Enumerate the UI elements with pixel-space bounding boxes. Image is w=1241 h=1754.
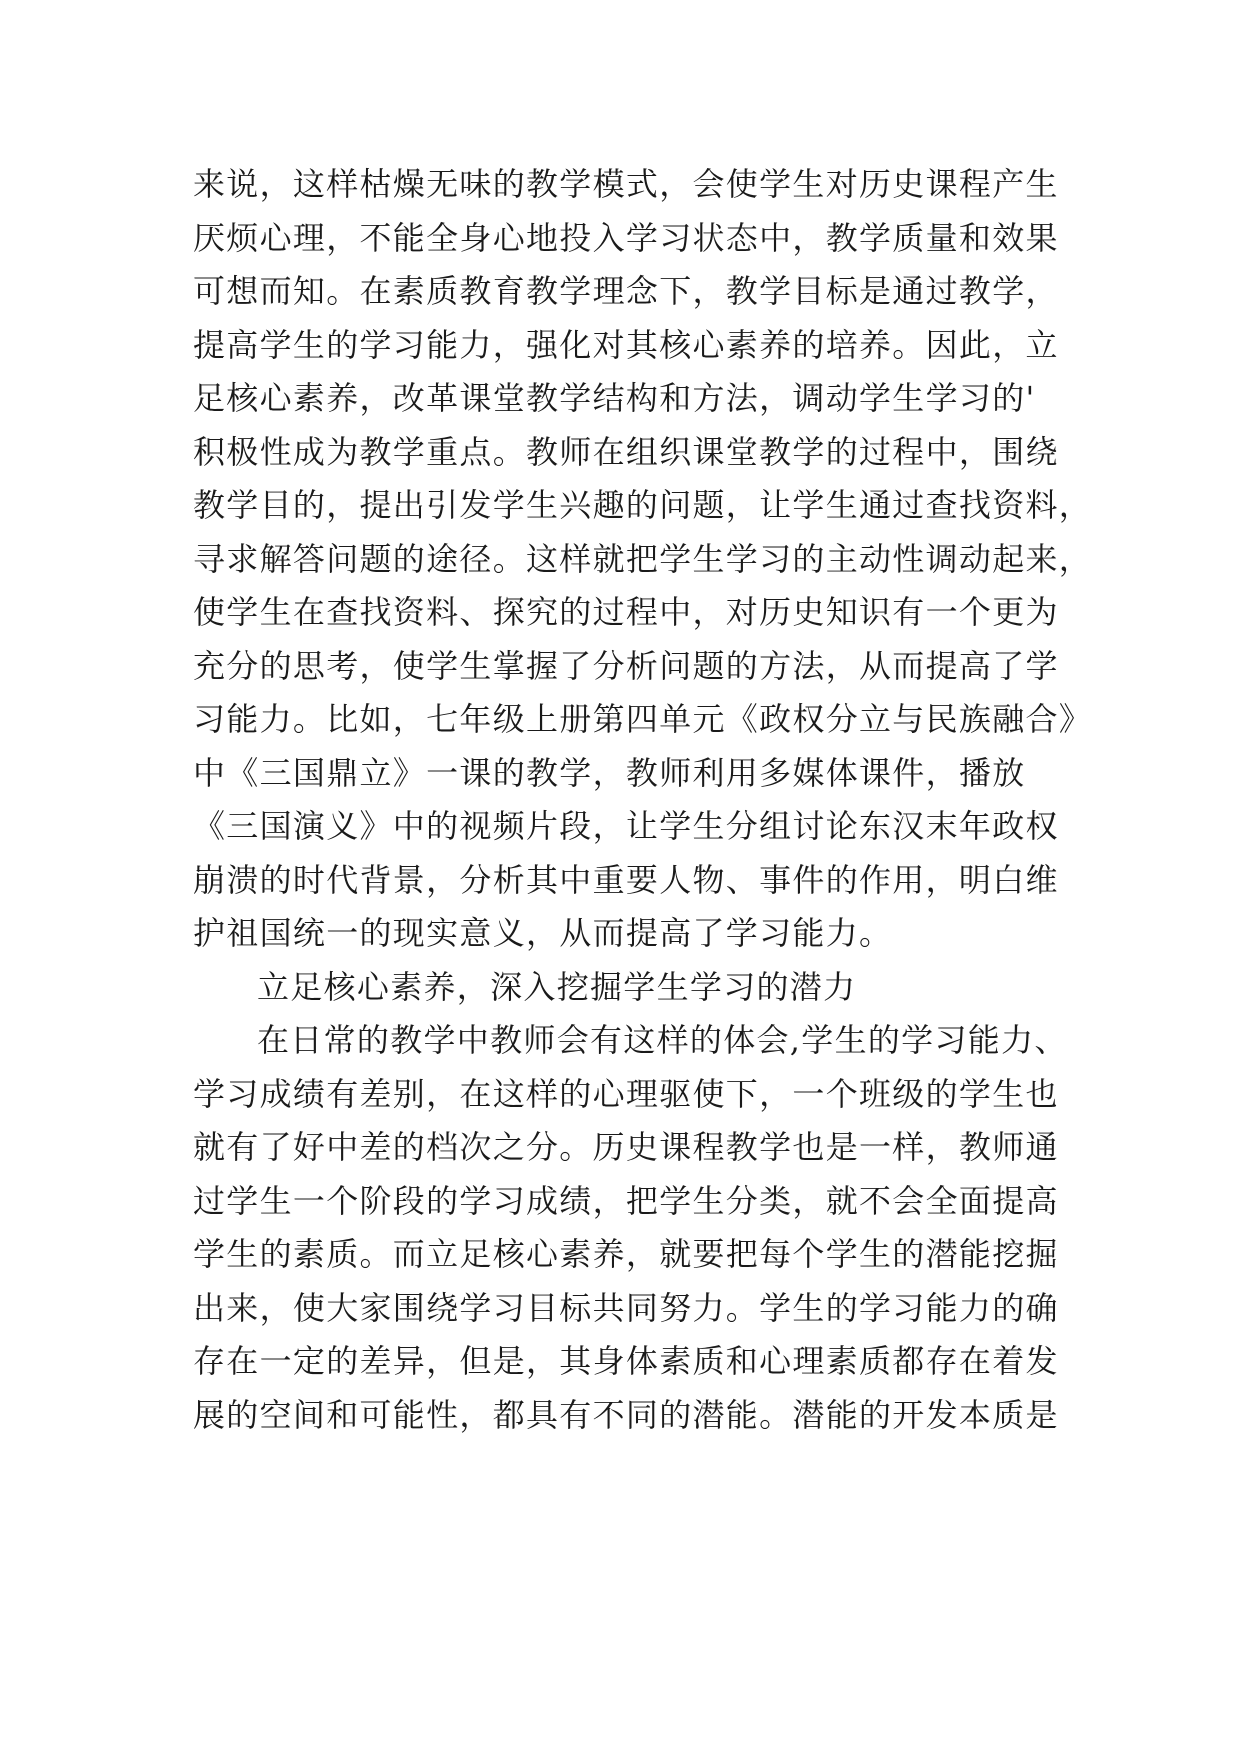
text-line: 厌烦心理，不能全身心地投入学习状态中，教学质量和效果 — [193, 218, 1059, 257]
paragraph-first-line: 在日常的教学中教师会有这样的体会,学生的学习能力、 — [257, 1021, 1068, 1059]
text-line: 充分的思考，使学生掌握了分析问题的方法，从而提高了学 — [193, 646, 1059, 685]
text-line: 提高学生的学习能力，强化对其核心素养的培养。因此，立 — [193, 325, 1059, 364]
text-line: 足核心素养，改革课堂教学结构和方法，调动学生学习的' — [193, 379, 1036, 417]
section-heading: 立足核心素养，深入挖掘学生学习的潜力 — [257, 967, 857, 1006]
text-line: 积极性成为教学重点。教师在组织课堂教学的过程中，围绕 — [193, 432, 1059, 471]
text-line: 学习成绩有差别，在这样的心理驱使下，一个班级的学生也 — [193, 1074, 1059, 1113]
text-line: 寻求解答问题的途径。这样就把学生学习的主动性调动起来， — [193, 539, 1093, 578]
text-line: 《三国演义》中的视频片段，让学生分组讨论东汉末年政权 — [193, 807, 1059, 845]
text-line: 学生的素质。而立足核心素养，就要把每个学生的潜能挖掘 — [193, 1235, 1059, 1273]
text-line: 使学生在查找资料、探究的过程中，对历史知识有一个更为 — [193, 593, 1059, 631]
body-text — [193, 158, 1093, 1442]
text-line: 展的空间和可能性，都具有不同的潜能。潜能的开发本质是 — [193, 1395, 1059, 1434]
text-line: 教学目的，提出引发学生兴趣的问题，让学生通过查找资料， — [193, 486, 1093, 524]
text-line: 就有了好中差的档次之分。历史课程教学也是一样，教师通 — [193, 1128, 1059, 1166]
text-line: 存在一定的差异，但是，其身体素质和心理素质都存在着发 — [193, 1342, 1059, 1380]
text-line: 出来，使大家围绕学习目标共同努力。学生的学习能力的确 — [193, 1288, 1059, 1327]
text-line: 过学生一个阶段的学习成绩，把学生分类，就不会全面提高 — [193, 1181, 1059, 1220]
text-line: 来说，这样枯燥无味的教学模式，会使学生对历史课程产生 — [193, 165, 1059, 203]
text-line: 习能力。比如，七年级上册第四单元《政权分立与民族融合》 — [193, 700, 1093, 738]
text-line: 护祖国统一的现实意义，从而提高了学习能力。 — [193, 914, 893, 952]
text-line: 中《三国鼎立》一课的教学，教师利用多媒体课件，播放 — [193, 753, 1026, 792]
text-line: 崩溃的时代背景，分析其中重要人物、事件的作用，明白维 — [193, 860, 1059, 899]
text-line: 可想而知。在素质教育教学理念下，教学目标是通过教学， — [193, 272, 1059, 310]
